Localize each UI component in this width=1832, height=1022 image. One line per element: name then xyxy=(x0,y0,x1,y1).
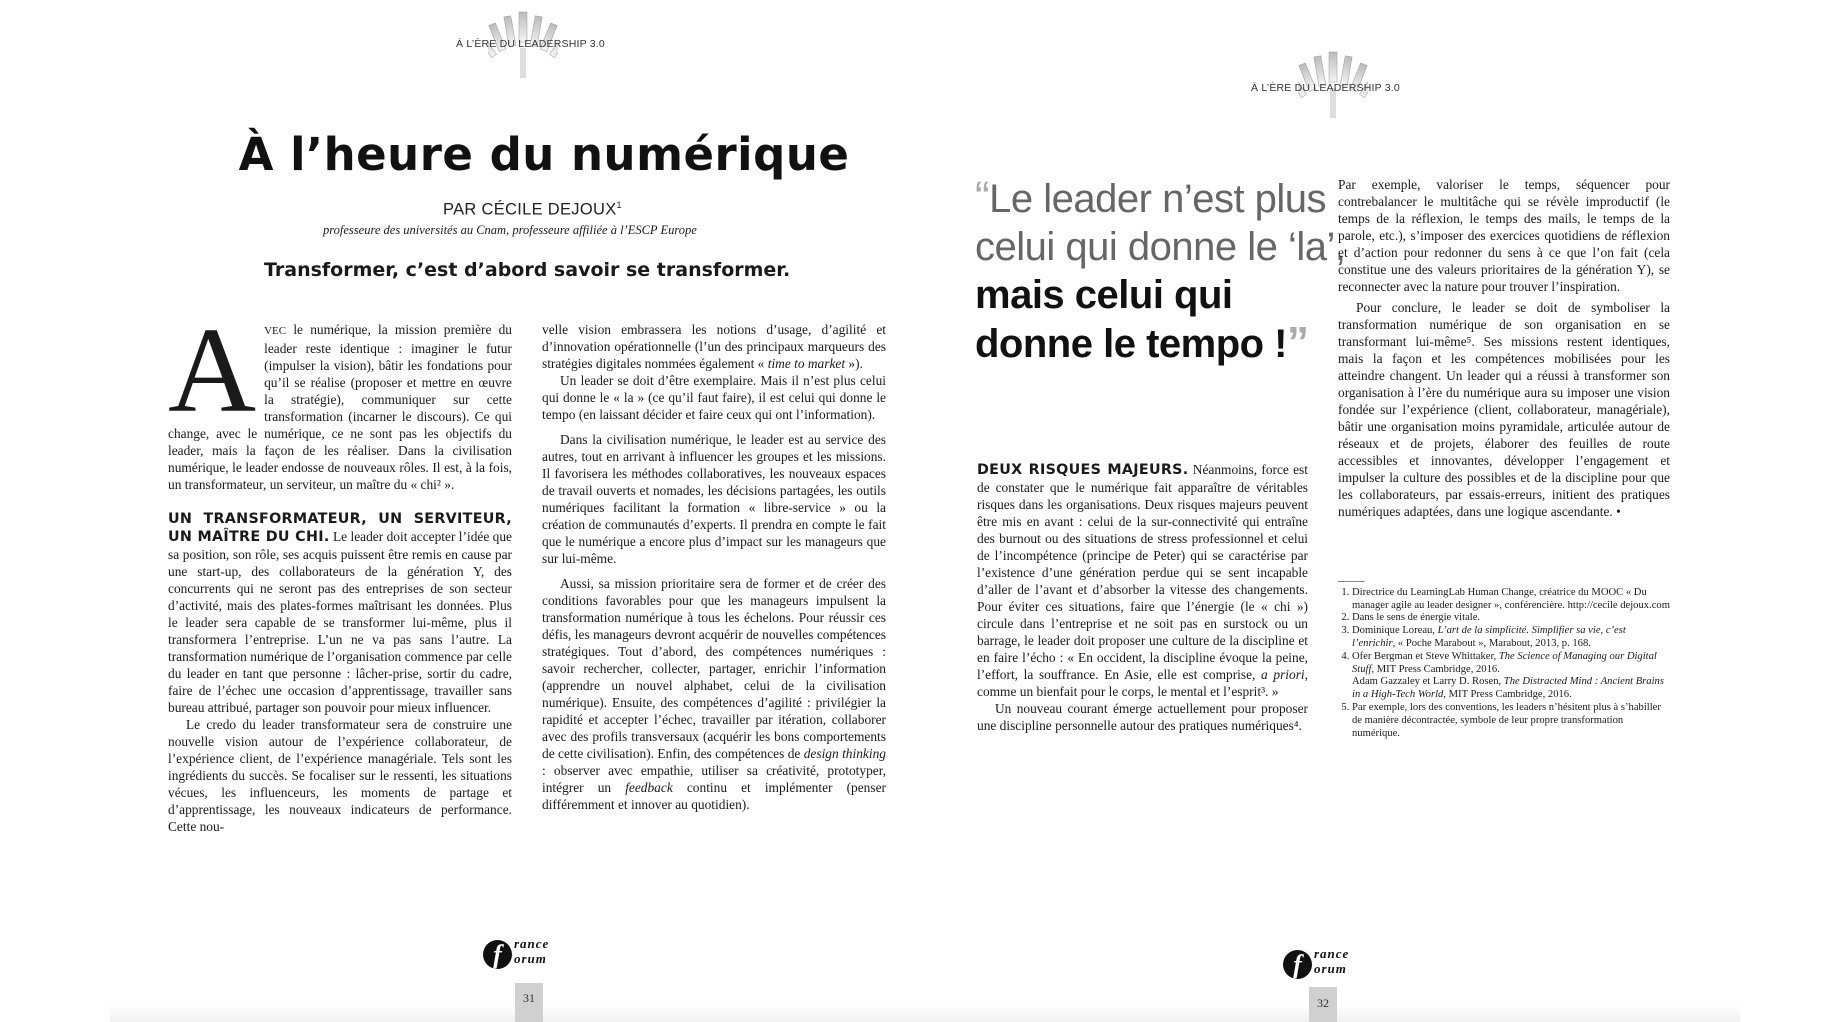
pull-quote xyxy=(975,173,1346,368)
page-bottom-shade xyxy=(110,1005,1740,1022)
logo-text xyxy=(1314,946,1349,976)
smallcaps-lead: VEC xyxy=(264,325,287,337)
footnote-text: Ofer Bergman et Steve Whittaker, xyxy=(1352,650,1499,662)
emphasis: L’art de la simplicité. Simplifier sa vie, c’est l’enrichir xyxy=(1352,625,1626,649)
logo-mark: f xyxy=(483,940,512,969)
footnotes xyxy=(1338,572,1670,740)
column-1 xyxy=(168,303,513,835)
quote-text: Le leader n’est plus xyxy=(989,177,1327,221)
quote-line xyxy=(975,319,1335,368)
logo-mark: f xyxy=(1283,950,1312,979)
quote-text: donne le tempo ! xyxy=(975,322,1287,366)
paragraph: Le credo du leader transformateur sera de construire une nouvelle vision autour de l’expérience collaborateur, de l’expérience client, de l’expérience managériale. Tels sont les ingrédients du succès. Se focaliser sur le ressenti, les situations vécues, les influenceurs, les moments de partage et d’apprentissage, les nouveaux indicateurs de performance. Cette nou- xyxy=(168,717,512,834)
quote-line xyxy=(975,174,1335,223)
quote-line: celui qui donne le ‘la’, xyxy=(975,225,1346,269)
footnote-rule: _____ xyxy=(1338,572,1365,583)
emphasis: feedback xyxy=(625,780,673,795)
paragraph: Un leader se doit d’être exemplaire. Mais il n’est plus celui qui donne le « la » (ce qu’il faut faire), il est celui qui donne le tempo (en laissant décider et faire ceux qui ont l’information). xyxy=(542,373,886,422)
emphasis: a priori xyxy=(1261,667,1305,682)
paragraph-text: Aussi, sa mission prioritaire sera de former et de créer des conditions favorables pour que les manageurs impulsent la transformation numérique à tous les échelons. Pour réussir ces défis, les manageurs devront acquérir de nouvelles compétences stratégiques. Tout d’abord, des compétences numériques : savoir rechercher, collecter, partager, enrichir l’information (apprendre un nouvel alphabet, celui de la civilisation numérique). Ensuite, des compétences d’agilité : privilégier la rapidité et accepter l’échec, travailler par itération, collaborer avec des profils transversaux (acquérir les bons comportements de cette civilisation). Enfin, des compétences de xyxy=(542,576,886,761)
paragraph xyxy=(168,510,512,716)
emphasis: design thinking xyxy=(803,746,886,761)
close-quote-mark: ” xyxy=(1287,318,1309,367)
paragraph-text: velle vision embrassera les notions d’usage, d’agilité et d’innovation opérationnelle (l’un des principaux marqueurs des stratégies digitales nommées également « xyxy=(542,322,886,371)
author-affiliation: professeure des universités au Cnam, professeure affiliée à l’ESCP Europe xyxy=(323,223,697,237)
paragraph xyxy=(977,461,1308,700)
logo-line: rance xyxy=(514,936,550,951)
logo-text xyxy=(514,936,549,966)
footnote xyxy=(1352,625,1670,651)
article-title: À l’heure du numérique xyxy=(238,128,850,181)
footnote: 1. Directrice du LearningLab Human Change, créatrice du MOOC « Du manager agile au leader designer », conférencière. http://cecile dejoux.com xyxy=(1352,587,1670,613)
quote-line: mais celui qui xyxy=(975,273,1233,317)
paragraph xyxy=(542,321,886,372)
emphasis: The Science of Managing our Digital Stuff xyxy=(1352,650,1657,675)
open-quote-mark: “ xyxy=(975,173,990,222)
byline-footnote-ref: 1 xyxy=(616,200,622,210)
footnote-text: , MIT Press Cambridge, 2016. xyxy=(1443,689,1572,701)
byline xyxy=(443,200,622,220)
paragraph-text: le numérique, la mission première du leader reste identique : imaginer le futur (impulser la vision), bâtir les fondations pour qu’il se réalise (proposer et mettre en œuvre la stratégie), communiquer sur cette transformation (incarner le discours). Ce qui change, avec le numérique, ce ne sont pas les objectifs du leader, mais la façon de les réaliser. Dans la civilisation numérique, le leader endosse de nouveaux rôles. Il est, à la fois, un transformateur, un serviteur, un maître du « chi² ». xyxy=(168,322,512,492)
paragraph-text: : observer avec empathie, utiliser sa créativité, prototyper, intégrer un xyxy=(542,763,886,795)
emphasis: time to market xyxy=(767,356,846,371)
paragraph-text: continu et implémenter (penser différemment et innover au quotidien). xyxy=(542,780,886,812)
running-header: À L’ÈRE DU LEADERSHIP 3.0 xyxy=(456,38,605,50)
footnote-text: , « Poche Marabout », Marabout, 2013, p. 168. xyxy=(1392,637,1591,649)
drop-cap: A xyxy=(168,303,257,438)
column-4 xyxy=(1338,176,1670,520)
logo-line: orum xyxy=(514,951,547,966)
footnote-text: , MIT Press Cambridge, 2016. xyxy=(1371,663,1500,675)
footnote xyxy=(1352,651,1670,702)
paragraph xyxy=(168,303,512,493)
paragraph: Pour conclure, le leader se doit de symboliser la transformation numérique de son organisation en se transformant lui-même⁵. Ses missions restent identiques, mais la façon et les compétences mobilisées pour les atteindre changent. Un leader qui a réussi à transformer son organisation à l’ère du numérique aura su imposer une vision fondée sur l’expérience (client, collaborateur, managériale), bâtir une organisation moins pyramidale, articulée autour de réseaux et de projets, élaborer des feuilles de route accessibles et innovantes, développer l’engagement et impulser la culture des possibles et de la discipline pour que les collaborateurs, par essais-erreurs, initient des pratiques numériques adaptées, dans une logique ascendante. • xyxy=(1338,300,1670,519)
page-number: 32 xyxy=(1309,987,1337,1022)
paragraph-text: , comme un bienfait pour le corps, le mental et l’esprit³. » xyxy=(977,667,1308,699)
logo-line: rance xyxy=(1314,946,1350,961)
footnote-text: Adam Gazzaley et Larry D. Rosen, xyxy=(1352,676,1504,688)
footnote-text: Dominique Loreau, xyxy=(1352,625,1438,637)
paragraph: Dans la civilisation numérique, le leader est au service des autres, tout en arrivant à influencer les groupes et les missions. Il favorisera les méthodes collaboratives, les nouveaux espaces de travail ouverts et nomades, les décisions partagées, les outils numériques facilitant la formation « libre-service » ou la création de communautés d’experts. Il prendra en compte le fait que le numérique a encore plus d’impact sur les manageurs que sur lui-même. xyxy=(542,432,886,566)
page-number: 31 xyxy=(515,983,543,1022)
column-3 xyxy=(977,461,1308,734)
paragraph: Par exemple, valoriser le temps, séquencer pour contrebalancer le multitâche qui se révèle improductif (le temps de la réflexion, le temps des mails, le temps de la parole, etc.), s’imposer des exercices quotidiens de réflexion et d’action pour redonner du sens à ce que l’on fait (cela constitue une des valeurs prioritaires de la génération Y), se reconnecter avec la nature pour trouver l’inspiration. xyxy=(1338,177,1670,294)
paragraph xyxy=(542,575,886,813)
logo-line: orum xyxy=(1314,961,1347,976)
running-header: À L’ÈRE DU LEADERSHIP 3.0 xyxy=(1251,82,1400,94)
section-heading: DEUX RISQUES MAJEURS. xyxy=(977,462,1189,478)
column-2 xyxy=(542,321,886,813)
footnote: 5. Par exemple, lors des conventions, les leaders n’hésitent plus à s’habiller de manière décontractée, symbole de leur propre transformation numérique. xyxy=(1352,702,1670,740)
paragraph-text: Néanmoins, force est de constater que le numérique fait apparaître de véritables risques dans les organisations. Deux risques majeurs peuvent être mis en avant : celui de la sur-connectivité qui entraîne des burnout ou des situations de stress professionnel et celui de l’incompétence (principe de Peter) qui se caractérise par l’existence d’une génération perdue qui se sent incapable d’aller de l’avant et d’absorber la vitesse des changements. Pour éviter ces situations, faire que l’énergie (le « chi ») circule dans l’entreprise et ne soit pas en surstock ou un barrage, le leader doit proposer une culture de la discipline et en faire l’écho : « En occident, la discipline évoque la peine, l’effort, la souffrance. En Asie, elle est comprise, xyxy=(977,462,1308,682)
paragraph-text: Le leader doit accepter l’idée que sa position, son rôle, ses acquis puissent être remis en cause par une start-up, des collaborateurs de la génération Y, des concurrents qui ne seront pas des entreprises de son secteur d’activité, mais des plates-formes maîtrisant les données. Plus le leader sera capable de se transformer lui-même, plus il transformera l’entreprise. L’un ne va pas sans l’autre. La transformation numérique de l’organisation commence par celle du leader en tant que personne : lâcher-prise, sortir du cadre, faire de l’échec une occasion d’apprentissage, travailler sans bureau attribué, partager son pouvoir pour mieux influencer. xyxy=(168,529,513,715)
paragraph: Un nouveau courant émerge actuellement pour proposer une discipline personnelle autour des pratiques numériques⁴. xyxy=(977,701,1308,733)
byline-author: PAR CÉCILE DEJOUX xyxy=(443,200,617,219)
emphasis: The Distracted Mind : Ancient Brains in a High-Tech World xyxy=(1352,676,1664,701)
footnote: 2. Dans le sens de énergie vitale. xyxy=(1352,612,1670,625)
paragraph-text: »). xyxy=(845,356,863,371)
section-heading: UN TRANSFORMATEUR, UN SERVITEUR, UN MAÎTRE DU CHI. xyxy=(168,511,512,545)
france-forum-logo xyxy=(1283,946,1363,982)
lede: Transformer, c’est d’abord savoir se transformer. xyxy=(264,259,791,281)
france-forum-logo xyxy=(483,936,563,972)
